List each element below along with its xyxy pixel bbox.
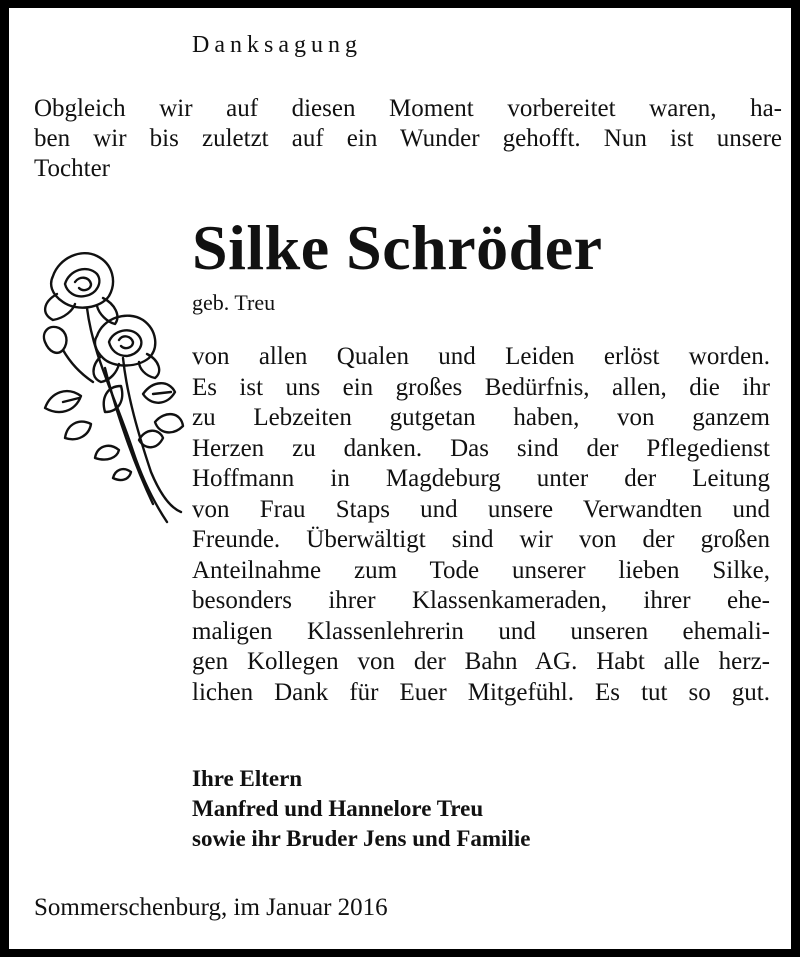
intro-line: ben wir bis zuletzt auf ein Wunder gehofft. Nun ist unsere xyxy=(34,125,782,152)
body-line: lichen Dank für Euer Mitgefühl. Es tut so gut. xyxy=(192,678,770,706)
body-line: von allen Qualen und Leiden erlöst worden. xyxy=(192,343,770,370)
body-line: besonders ihrer Klassenkameraden, ihrer ehe- xyxy=(192,587,770,614)
intro-line: Obgleich wir auf diesen Moment vorbereitet waren, ha- xyxy=(34,95,782,122)
signature-line: Ihre Eltern xyxy=(192,766,303,791)
intro-line: Tochter xyxy=(34,155,110,182)
body-line: Hoffmann in Magdeburg unter der Leitung xyxy=(192,465,770,492)
body-paragraph xyxy=(192,342,770,708)
intro-paragraph xyxy=(34,94,782,184)
obituary-notice xyxy=(9,8,791,949)
body-line: Herzen zu danken. Das sind der Pflegedienst xyxy=(192,434,770,462)
body-line: maligen Klassenlehrerin und unseren ehemali- xyxy=(192,617,770,645)
roses-illustration-icon xyxy=(35,246,185,528)
signature-block xyxy=(192,764,530,854)
signature-line: sowie ihr Bruder Jens und Familie xyxy=(192,826,531,851)
body-line: zu Lebzeiten gutgetan haben, von ganzem xyxy=(192,404,770,431)
deceased-name: Silke Schröder xyxy=(192,212,603,283)
body-line: Freunde. Überwältigt sind wir von der großen xyxy=(192,526,770,553)
signature-line: Manfred und Hannelore Treu xyxy=(192,796,484,821)
body-line: von Frau Staps und unsere Verwandten und xyxy=(192,495,770,523)
place-and-date: Sommerschenburg, im Januar 2016 xyxy=(34,894,388,921)
body-line: gen Kollegen von der Bahn AG. Habt alle herz- xyxy=(192,648,770,675)
body-line: Es ist uns ein großes Bedürfnis, allen, die ihr xyxy=(192,373,770,401)
notice-heading: Danksagung xyxy=(192,32,362,58)
body-line: Anteilnahme zum Tode unserer lieben Silke, xyxy=(192,556,770,584)
maiden-name: geb. Treu xyxy=(192,290,276,315)
